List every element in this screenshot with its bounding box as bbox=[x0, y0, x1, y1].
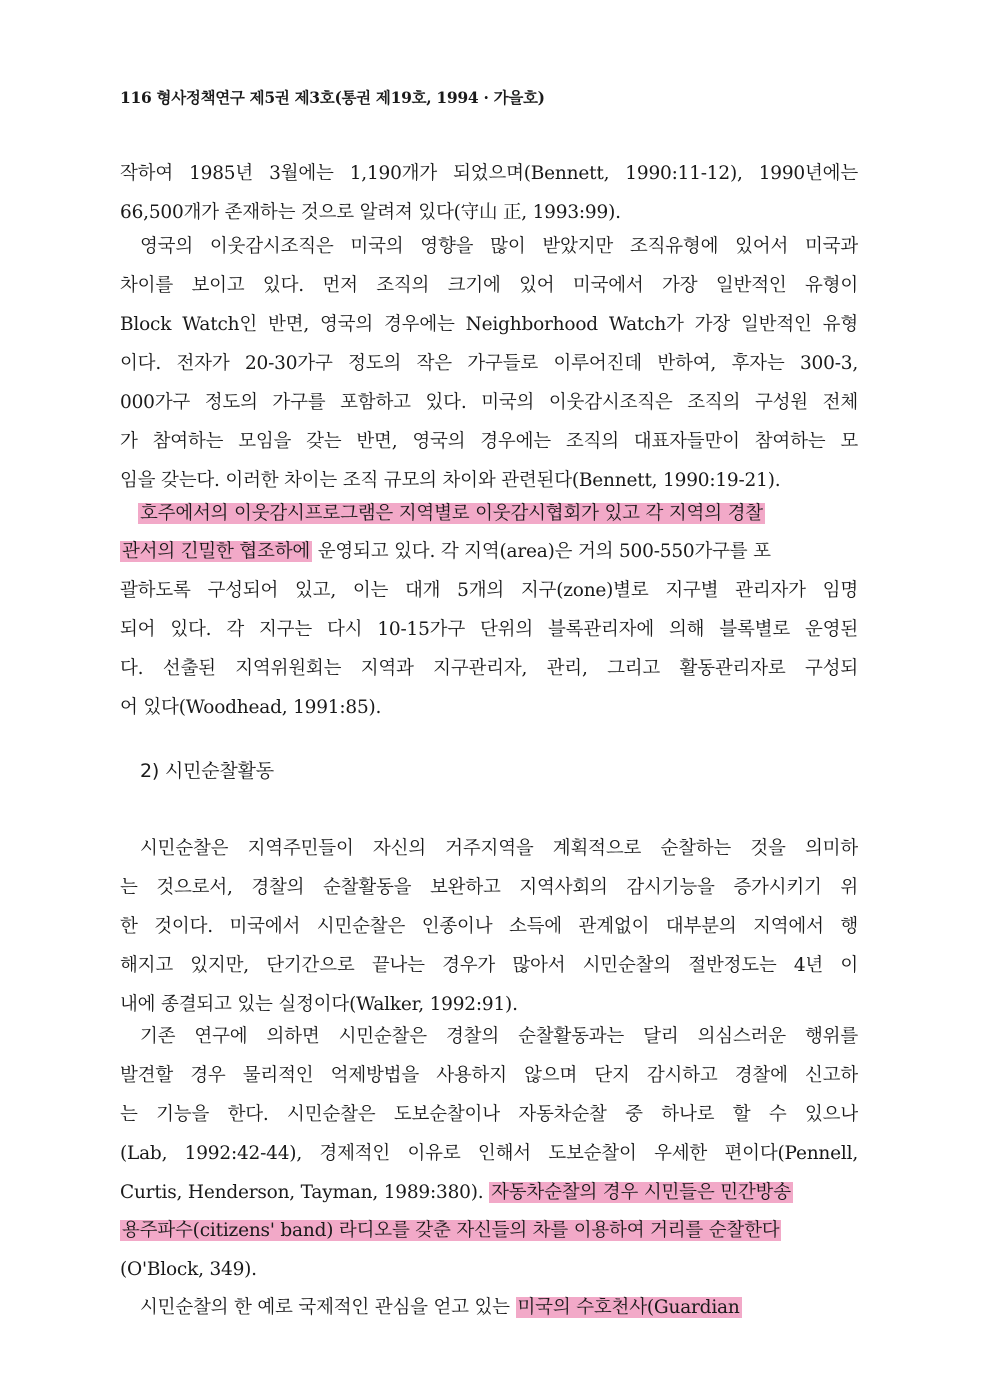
para5-line-3: 는 기능을 한다. 시민순찰은 도보순찰이나 자동차순찰 중 하나로 할 수 있으나 bbox=[120, 1104, 858, 1125]
para2-line-5: 000가구 정도의 가구를 포함하고 있다. 미국의 이웃감시조직은 조직의 구성원 전체 bbox=[120, 392, 858, 413]
para3-line-1 bbox=[138, 500, 860, 528]
para5-line-2: 발견할 경우 물리적인 억제방법을 사용하지 않으며 단지 감시하고 경찰에 신고하 bbox=[120, 1065, 858, 1086]
para4-line-4: 해지고 있지만, 단기간으로 끝나는 경우가 많아서 시민순찰의 절반정도는 4년 이 bbox=[120, 955, 858, 976]
section-heading: 2) 시민순찰활동 bbox=[140, 760, 274, 782]
highlighted-text: 용주파수(citizens' band) 라디오를 갖춘 자신들의 차를 이용하여 거리를 순찰한다 bbox=[122, 1220, 780, 1241]
para2-line-4: 이다. 전자가 20-30가구 정도의 작은 가구들로 이루어진데 반하여, 후자는 300-3, bbox=[120, 353, 858, 374]
para1-line-1: 작하여 1985년 3월에는 1,190개가 되었으며(Bennett, 1990:11-12), 1990년에는 bbox=[120, 163, 858, 184]
page-header: 116 형사정책연구 제5권 제3호(통권 제19호, 1994 · 가을호) bbox=[120, 88, 545, 107]
para4-line-5: 내에 종결되고 있는 실정이다(Walker, 1992:91). bbox=[120, 994, 518, 1015]
para3-line-2-rest: 운영되고 있다. 각 지역(area)은 거의 500-550가구를 포 bbox=[312, 541, 771, 562]
para1-line-2: 66,500개가 존재하는 것으로 알려져 있다(守山 正, 1993:99). bbox=[120, 202, 621, 223]
para5-line-5 bbox=[120, 1179, 858, 1207]
para3-line-2 bbox=[120, 538, 858, 566]
para2-line-6: 가 참여하는 모임을 갖는 반면, 영국의 경우에는 조직의 대표자들만이 참여하는 모 bbox=[120, 431, 858, 452]
para2-line-1: 영국의 이웃감시조직은 미국의 영향을 많이 받았지만 조직유형에 있어서 미국과 bbox=[140, 236, 858, 257]
para4-line-2: 는 것으로서, 경찰의 순찰활동을 보완하고 지역사회의 감시기능을 증가시키기 위 bbox=[120, 877, 858, 898]
para3-line-3: 괄하도록 구성되어 있고, 이는 대개 5개의 지구(zone)별로 지구별 관리자가 임명 bbox=[120, 580, 858, 601]
para5-line-7: (O'Block, 349). bbox=[120, 1259, 257, 1280]
para4-line-1: 시민순찰은 지역주민들이 자신의 거주지역을 계획적으로 순찰하는 것을 의미하 bbox=[140, 838, 858, 859]
para5-line-4: (Lab, 1992:42-44), 경제적인 이유로 인해서 도보순찰이 우세한 편이다(Pennell, bbox=[120, 1143, 858, 1164]
para5-line-5-plain: Curtis, Henderson, Tayman, 1989:380). bbox=[120, 1182, 490, 1203]
para3-line-6: 어 있다(Woodhead, 1991:85). bbox=[120, 697, 382, 718]
para2-line-2: 차이를 보이고 있다. 먼저 조직의 크기에 있어 미국에서 가장 일반적인 유형이 bbox=[120, 275, 858, 296]
highlighted-text: 관서의 긴밀한 협조하에 bbox=[122, 541, 311, 562]
highlighted-text: 미국의 수호천사(Guardian bbox=[517, 1297, 740, 1318]
para6-plain: 시민순찰의 한 예로 국제적인 관심을 얻고 있는 bbox=[140, 1297, 516, 1318]
highlighted-text: 자동차순찰의 경우 시민들은 민간방송 bbox=[491, 1182, 791, 1203]
para2-line-7: 임을 갖는다. 이러한 차이는 조직 규모의 차이와 관련된다(Bennett, 1990:19-21). bbox=[120, 470, 781, 491]
para5-line-6 bbox=[120, 1217, 858, 1245]
para4-line-3: 한 것이다. 미국에서 시민순찰은 인종이나 소득에 관계없이 대부분의 지역에서 행 bbox=[120, 916, 858, 937]
para2-line-3: Block Watch인 반면, 영국의 경우에는 Neighborhood Watch가 가장 일반적인 유형 bbox=[120, 314, 858, 335]
para5-line-1: 기존 연구에 의하면 시민순찰은 경찰의 순찰활동과는 달리 의심스러운 행위를 bbox=[140, 1026, 858, 1047]
para6-line-1 bbox=[140, 1294, 862, 1322]
para3-line-5: 다. 선출된 지역위원회는 지역과 지구관리자, 관리, 그리고 활동관리자로 구성되 bbox=[120, 658, 858, 679]
highlighted-text: 호주에서의 이웃감시프로그램은 지역별로 이웃감시협회가 있고 각 지역의 경찰 bbox=[140, 503, 763, 524]
para3-line-4: 되어 있다. 각 지구는 다시 10-15가구 단위의 블록관리자에 의해 블록별로 운영된 bbox=[120, 619, 858, 640]
